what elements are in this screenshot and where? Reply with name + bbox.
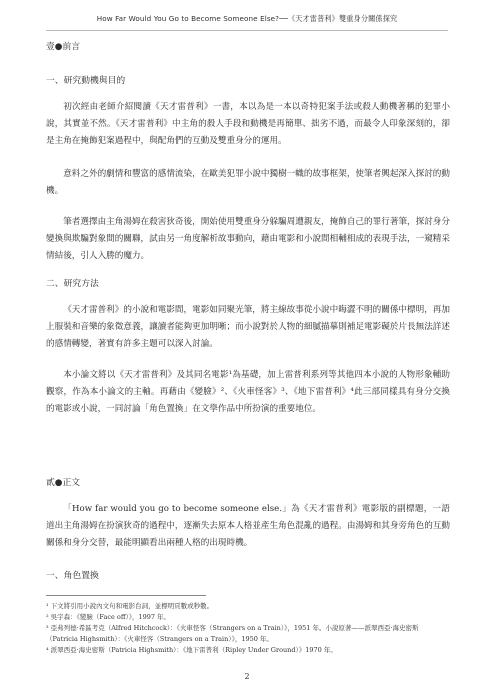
- footnote-2: ² 吳宇森：《變臉（Face off）》，1997 年。: [46, 613, 171, 621]
- footnote-rule: [46, 595, 206, 596]
- subsection-role-swap: 一、角色置換: [46, 571, 99, 581]
- paragraph-motivation-2: 意料之外的劇情和豐富的感情流染，在歐美犯罪小說中獨樹一幟的故事框架，使筆者興起深入探討的動機。: [46, 169, 450, 196]
- subsection-method: 二、研究方法: [46, 279, 99, 289]
- header-rule: [46, 30, 448, 31]
- subsection-motivation: 一、研究動機與目的: [46, 76, 126, 86]
- paragraph-body-1: 「How far would you go to become someone else.」為《天才雷普利》電影版的副標題，一語道出主角湯姆在扮演狄奇的過程中，逐漸失去原本人格並產生角色混亂的過程。由湯姆和其身旁角色的互動關係和身分交替，最能明顯看出兩種人格的出現時機。: [46, 504, 450, 548]
- footnote-4: ⁴ 派翠西亞·海史密斯（Patricia Highsmith）：《地下雷普利（Ripley Under Ground）》1970 年。: [46, 646, 337, 654]
- page-number: 2: [244, 672, 250, 681]
- section-title-preface: 壹●前言: [46, 42, 81, 52]
- paragraph-method-1: 《天才雷普利》的小說和電影間，電影如同聚光筆，將主線故事從小說中晦澀不明的關係中標明，再加上服裝和音樂的象徵意義，讓讀者能夠更加明晰；而小說對於人物的細膩描摹則補足電影礙於片長無法詳述的感情轉變，著實有許多主題可以深入討論。: [46, 305, 450, 349]
- paragraph-method-2: 本小論文將以《天才雷普利》及其同名電影¹為基礎，加上雷普利系列等其他四本小說的人物形象輔助觀察，作為本小論文的主軸。再藉由《變臉》²、《火車怪客》³、《地下雷普利》⁴此三部同樣具有身分交換的電影或小說，一同討論「角色置換」在文學作品中所扮演的重要地位。: [46, 370, 450, 414]
- footnote-1: ¹ 下文將引用小說內文句和電影台詞，並標明頁數或秒數。: [46, 602, 214, 610]
- paragraph-motivation-1: 初次經由老師介紹閱讀《天才雷普利》一書，本以為是一本以奇特犯案手法或殺人動機著稱的犯罪小說，其實並不然。《天才雷普利》中主角的殺人手段和動機是再簡單、拙劣不過，而最令人印象深刻的，卻是主角在掩飾犯案過程中，與配角們的互動及雙重身分的運用。: [46, 102, 450, 146]
- running-header: How Far Would You Go to Become Someone Else?──《天才雷普利》雙重身分關係探究: [96, 14, 398, 23]
- paragraph-motivation-3: 筆者選擇由主角湯姆在殺害狄奇後，開始使用雙重身分躲騙周遭親友，掩飾自己的罪行著筆，探討身分變換與欺騙對象間的關聯，試由另一角度解析故事動向，藉由電影和小說間相輔相成的表現手法，一窺精采情結後，引人入勝的魔力。: [46, 217, 450, 261]
- footnote-3: ³ 亞弗列德·希區考克（Alfred Hitchcock）：《火車怪客（Strangers on a Train）》，1951 年。小說原著——派翠西亞·海史密斯（Patricia Highsmith）：《火車怪客（Strangers on a Train）》，1950 年。: [46, 624, 419, 643]
- section-title-body: 貳●正文: [46, 478, 81, 488]
- footnotes: [46, 601, 450, 656]
